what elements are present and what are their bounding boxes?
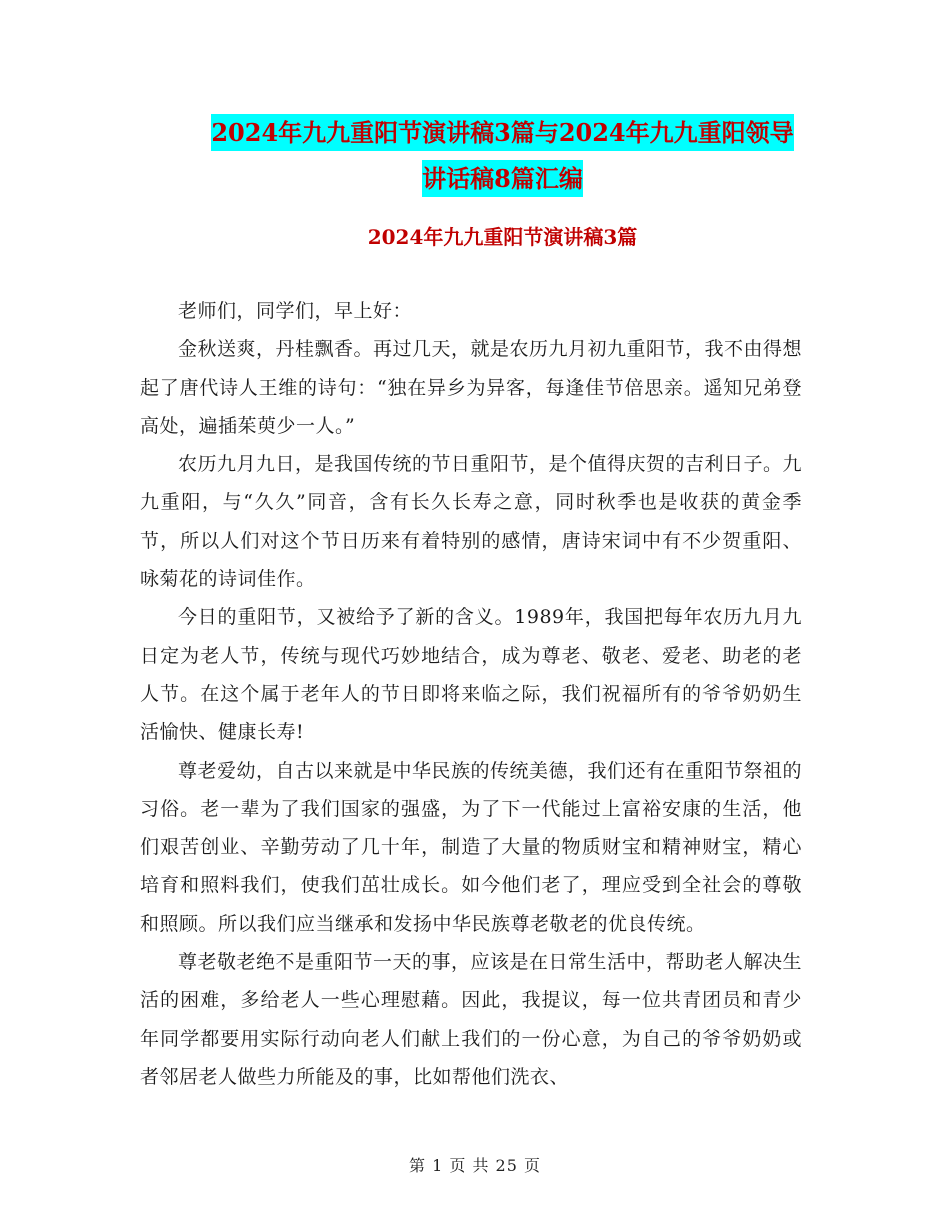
paragraph: 农历九月九日，是我国传统的节日重阳节，是个值得庆贺的吉利日子。九九重阳，与“久久”同音，含有长久长寿之意，同时秋季也是收获的黄金季节，所以人们对这个节日历来有着特别的感情，唐诗宋词中有不少贺重阳、咏菊花的诗词佳作。 <box>140 453 803 591</box>
section-title: 2024年九九重阳节演讲稿3篇 <box>367 225 638 249</box>
title-line-2: 讲话稿8篇汇编 <box>422 160 583 197</box>
paragraph: 尊老爱幼，自古以来就是中华民族的传统美德，我们还有在重阳节祭祖的习俗。老一辈为了我们国家的强盛，为了下一代能过上富裕安康的生活，他们艰苦创业、辛勤劳动了几十年，制造了大量的物质财宝和精神财宝，精心培育和照料我们，使我们茁壮成长。如今他们老了，理应受到全社会的尊敬和照顾。所以我们应当继承和发扬中华民族尊老敬老的优良传统。 <box>140 759 803 935</box>
body-text <box>140 292 802 1096</box>
paragraph: 金秋送爽，丹桂飘香。再过几天，就是农历九月初九重阳节，我不由得想起了唐代诗人王维的诗句：“独在异乡为异客，每逢佳节倍思亲。遥知兄弟登高处，遍插茱萸少一人。” <box>140 338 803 437</box>
page-footer: 第 1 页 共 25 页 <box>409 1156 541 1175</box>
paragraph: 今日的重阳节，又被给予了新的含义。1989年，我国把每年农历九月九日定为老人节，传统与现代巧妙地结合，成为尊老、敬老、爱老、助老的老人节。在这个属于老年人的节日即将来临之际，我们祝福所有的爷爷奶奶生活愉快、健康长寿! <box>140 606 802 744</box>
title-line-1: 2024年九九重阳节演讲稿3篇与2024年九九重阳领导 <box>211 114 793 151</box>
paragraph: 尊老敬老绝不是重阳节一天的事，应该是在日常生活中，帮助老人解决生活的困难，多给老人一些心理慰藉。因此，我提议，每一位共青团员和青少年同学都要用实际行动向老人们献上我们的一份心意，为自己的爷爷奶奶或者邻居老人做些力所能及的事，比如帮他们洗衣、 <box>140 951 803 1088</box>
paragraph-greeting: 老师们，同学们，早上好： <box>178 300 413 322</box>
document-title <box>130 110 875 202</box>
